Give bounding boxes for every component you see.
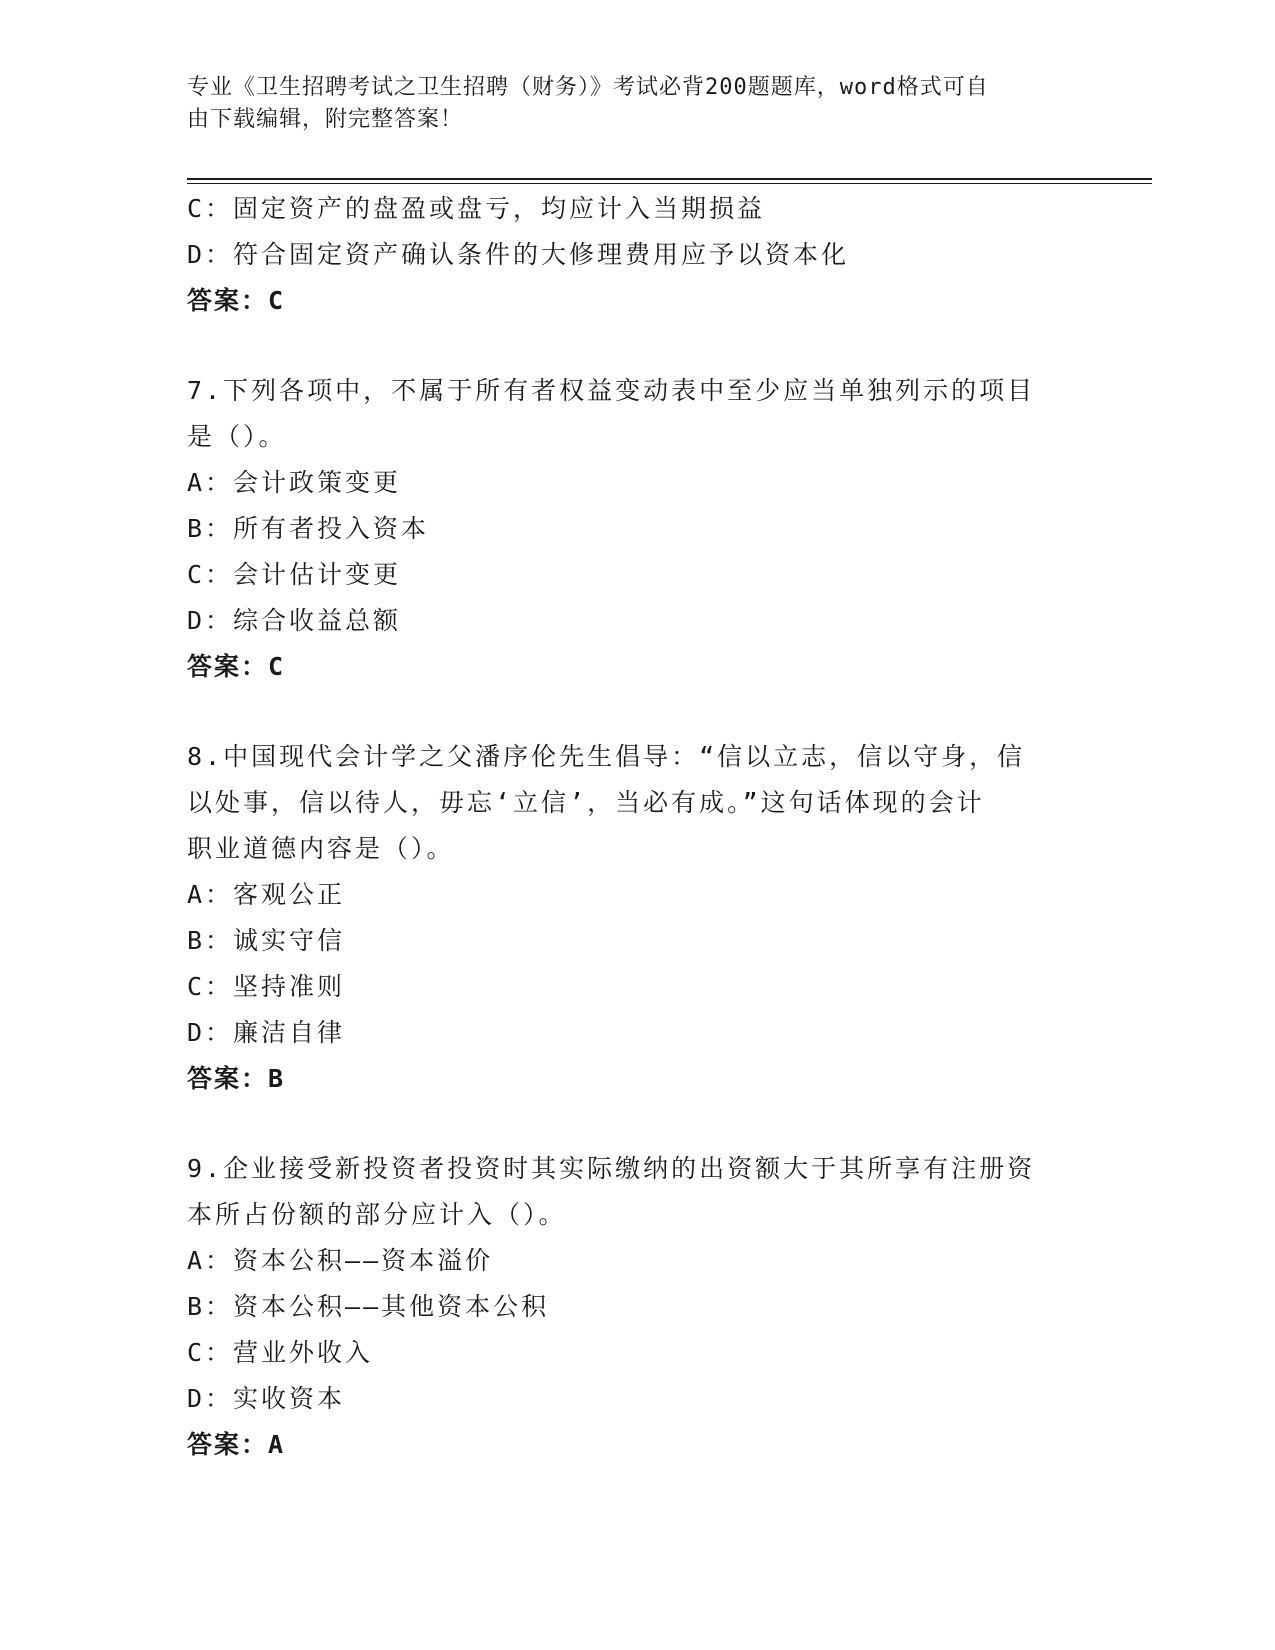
option-b: B：所有者投入资本 [187,514,430,543]
header-line-2: 由下载编辑，附完整答案！ [187,107,464,132]
option-a: A：会计政策变更 [187,468,402,497]
option-b: B：资本公积——其他资本公积 [187,1292,550,1321]
option-d: D：实收资本 [187,1384,346,1413]
header-line-1: 专业《卫生招聘考试之卫生招聘（财务）》考试必背200题题库，word格式可自 [187,75,989,100]
answer-label: 答案：B [187,1064,286,1093]
question-stem-line: 是（）。 [187,422,287,451]
question-7 [187,368,1067,690]
question-stem-line: 7.下列各项中，不属于所有者权益变动表中至少应当单独列示的项目 [187,376,1036,405]
question-stem-line: 8.中国现代会计学之父潘序伦先生倡导：“信以立志，信以守身，信 [187,742,1026,771]
option-d: D：符合固定资产确认条件的大修理费用应予以资本化 [187,240,850,269]
question-stem-line: 本所占份额的部分应计入（）。 [187,1200,567,1229]
header-divider-thick [187,178,1152,180]
question-9 [187,1146,1067,1468]
option-b: B：诚实守信 [187,926,346,955]
question-stem-line: 职业道德内容是（）。 [187,834,455,863]
question-stem-line: 以处事，信以待人，毋忘‘立信’，当必有成。”这句话体现的会计 [187,788,985,817]
option-c: C：固定资产的盘盈或盘亏，均应计入当期损益 [187,194,766,223]
option-c: C：坚持准则 [187,972,346,1001]
question-stem-line: 9.企业接受新投资者投资时其实际缴纳的出资额大于其所享有注册资 [187,1154,1036,1183]
question-6-tail [187,186,1067,324]
option-c: C：营业外收入 [187,1338,374,1367]
option-d: D：廉洁自律 [187,1018,346,1047]
document-header [187,72,1067,136]
question-8 [187,734,1067,1102]
answer-label: 答案：C [187,652,286,681]
option-a: A：资本公积——资本溢价 [187,1246,494,1275]
option-d: D：综合收益总额 [187,606,402,635]
option-c: C：会计估计变更 [187,560,402,589]
answer-label: 答案：C [187,286,286,315]
header-divider-thin [187,183,1152,184]
option-a: A：客观公正 [187,880,346,909]
question-list [187,186,1067,1468]
answer-label: 答案：A [187,1430,286,1459]
